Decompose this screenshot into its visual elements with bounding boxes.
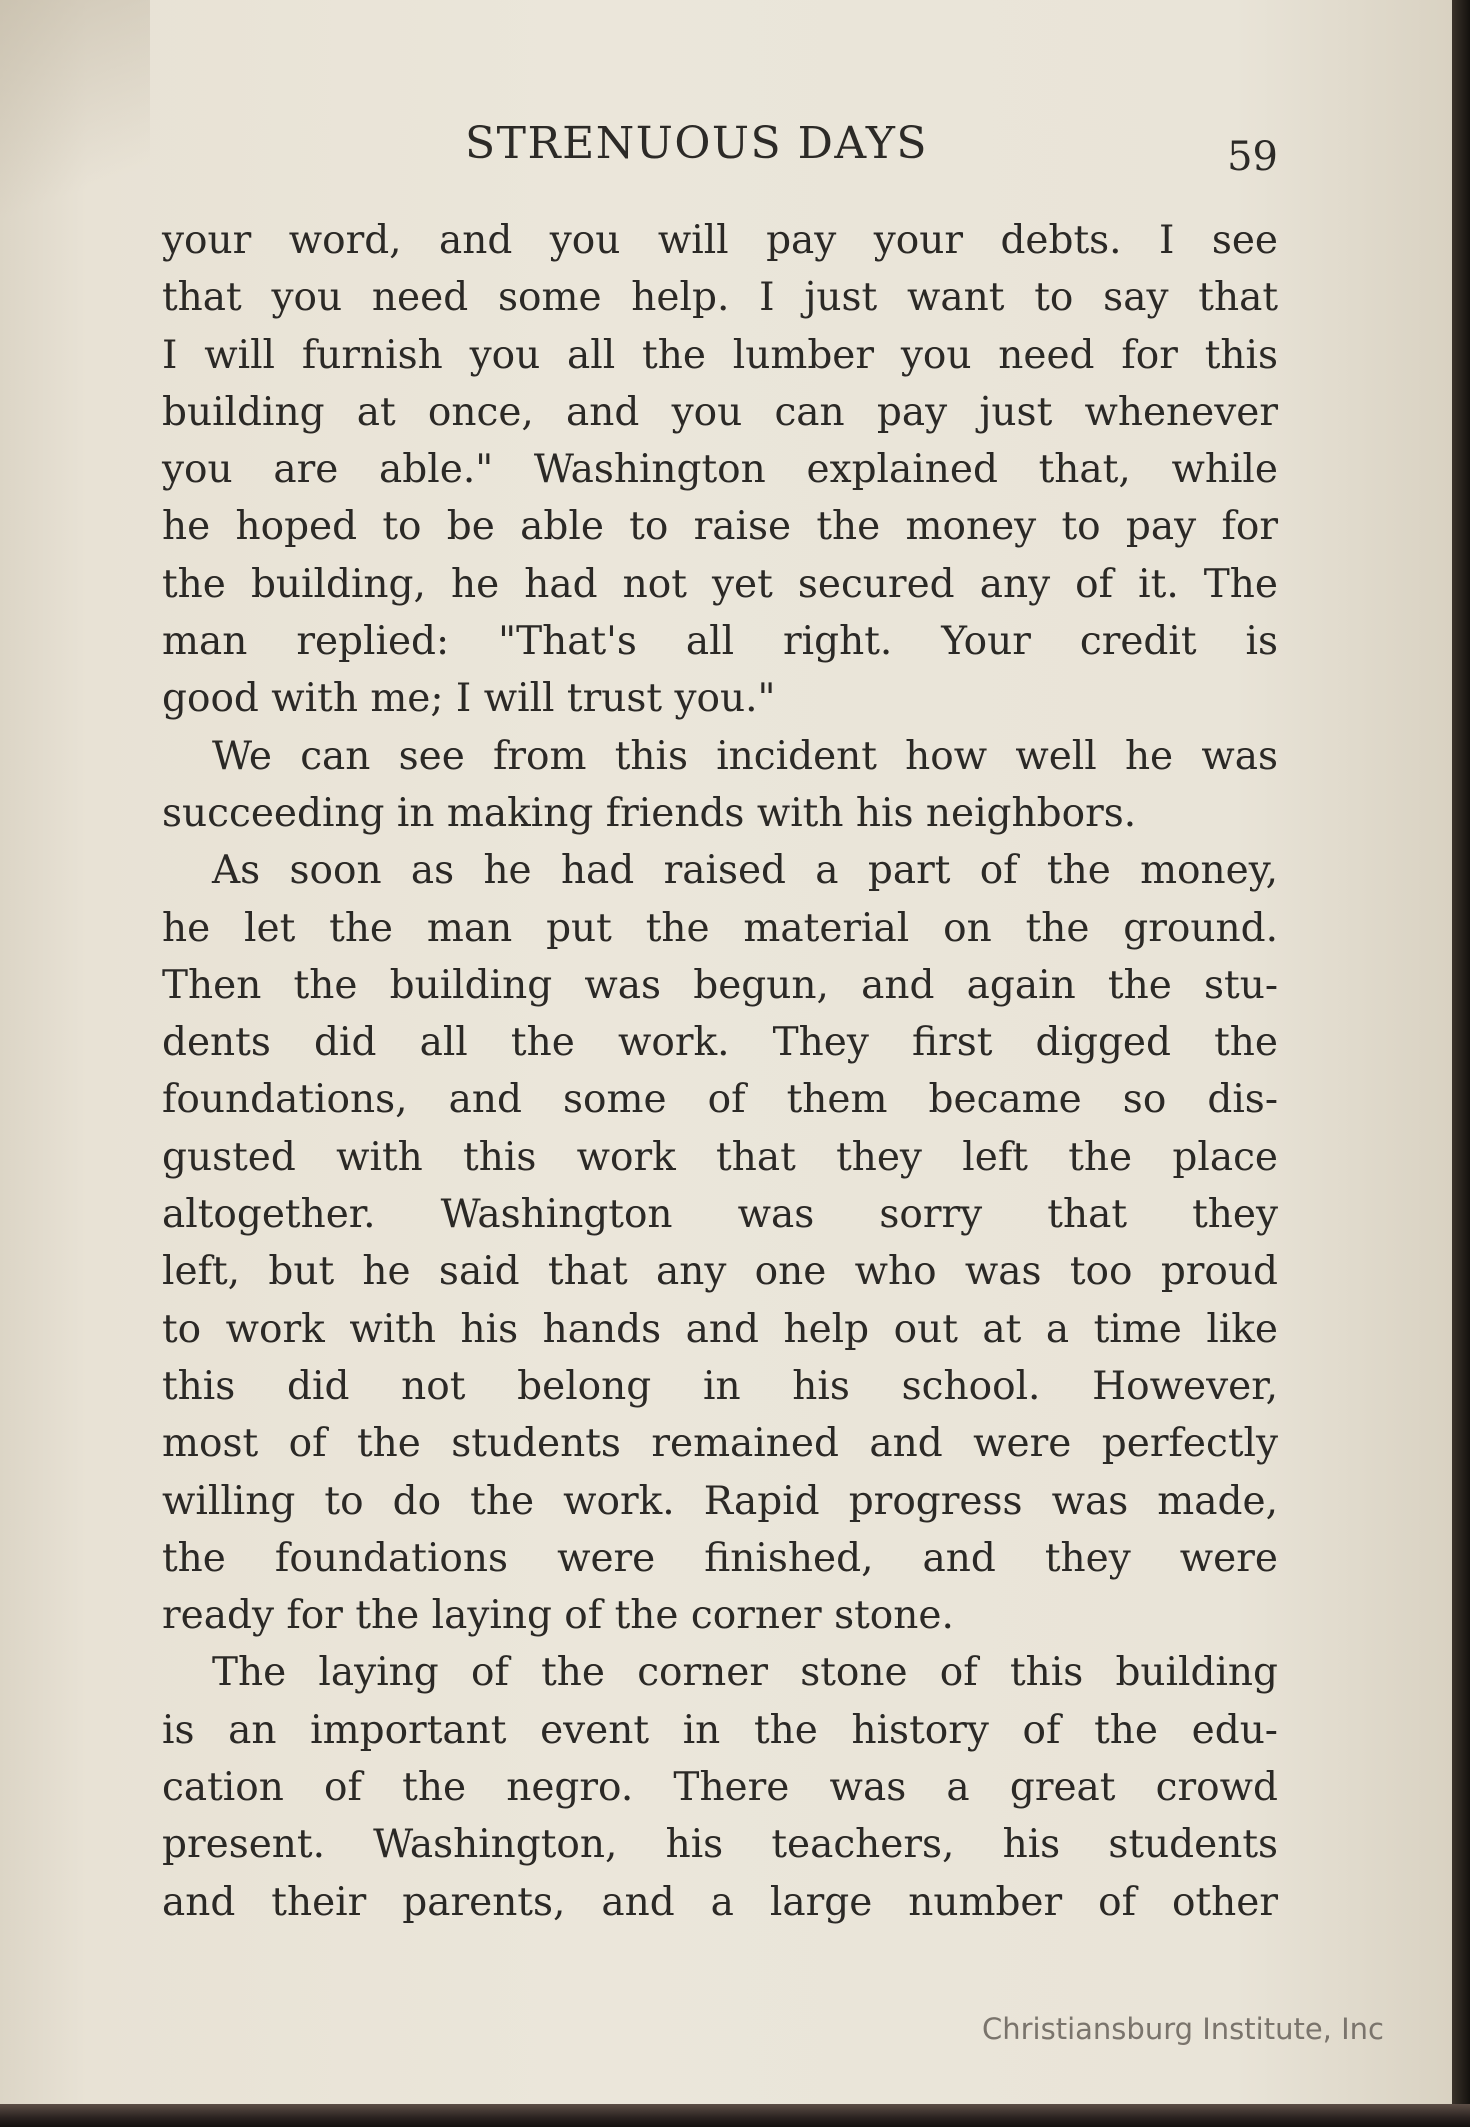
text-line: that you need some help. I just want to say that — [162, 275, 1278, 321]
text-line: willing to do the work. Rapid progress was made, — [162, 1478, 1278, 1524]
page-edge-shadow — [1452, 0, 1470, 2127]
text-line: the foundations were finished, and they were — [162, 1535, 1278, 1581]
text-line: he hoped to be able to raise the money to pay for — [162, 504, 1278, 550]
text-line: Then the building was begun, and again the stu- — [162, 962, 1278, 1008]
running-title: STRENUOUS DAYS — [465, 118, 929, 169]
text-line: he let the man put the material on the ground. — [162, 905, 1278, 951]
text-line: good with me; I will trust you." — [162, 676, 776, 722]
text-line: succeeding in making friends with his neighbors. — [162, 790, 1137, 836]
text-line: is an important event in the history of the edu- — [162, 1707, 1278, 1753]
text-line: cation of the negro. There was a great crowd — [162, 1765, 1278, 1811]
body-text — [162, 212, 1278, 1931]
text-line: foundations, and some of them became so dis- — [162, 1077, 1278, 1123]
page-number: 59 — [1227, 134, 1278, 180]
text-line: most of the students remained and were perfectly — [162, 1421, 1278, 1467]
page-corner-shadow — [0, 0, 150, 260]
text-line: altogether. Washington was sorry that they — [162, 1192, 1278, 1238]
text-line: I will furnish you all the lumber you need for this — [162, 332, 1278, 378]
text-line: building at once, and you can pay just whenever — [162, 389, 1278, 435]
text-line: gusted with this work that they left the place — [162, 1134, 1278, 1180]
text-line: you are able." Washington explained that, while — [162, 447, 1278, 493]
paragraph-first-line: We can see from this incident how well he was — [212, 733, 1278, 779]
watermark-credit: Christiansburg Institute, Inc — [982, 2012, 1384, 2046]
paragraph-first-line: The laying of the corner stone of this building — [212, 1650, 1278, 1696]
text-line: and their parents, and a large number of other — [162, 1879, 1278, 1925]
text-line: left, but he said that any one who was too proud — [162, 1249, 1278, 1295]
text-line: the building, he had not yet secured any of it. The — [162, 561, 1278, 607]
text-line: present. Washington, his teachers, his students — [162, 1822, 1278, 1868]
paragraph-first-line: As soon as he had raised a part of the money, — [212, 848, 1278, 894]
running-head — [160, 118, 1278, 178]
book-cover-edge — [0, 2104, 1470, 2127]
text-line: to work with his hands and help out at a time like — [162, 1306, 1278, 1352]
text-line: ready for the laying of the corner stone. — [162, 1593, 954, 1639]
text-line: this did not belong in his school. However, — [162, 1363, 1278, 1409]
text-line: dents did all the work. They first digged the — [162, 1020, 1278, 1066]
text-line: your word, and you will pay your debts. I see — [162, 218, 1278, 263]
text-line: man replied: "That's all right. Your credit is — [162, 619, 1278, 665]
